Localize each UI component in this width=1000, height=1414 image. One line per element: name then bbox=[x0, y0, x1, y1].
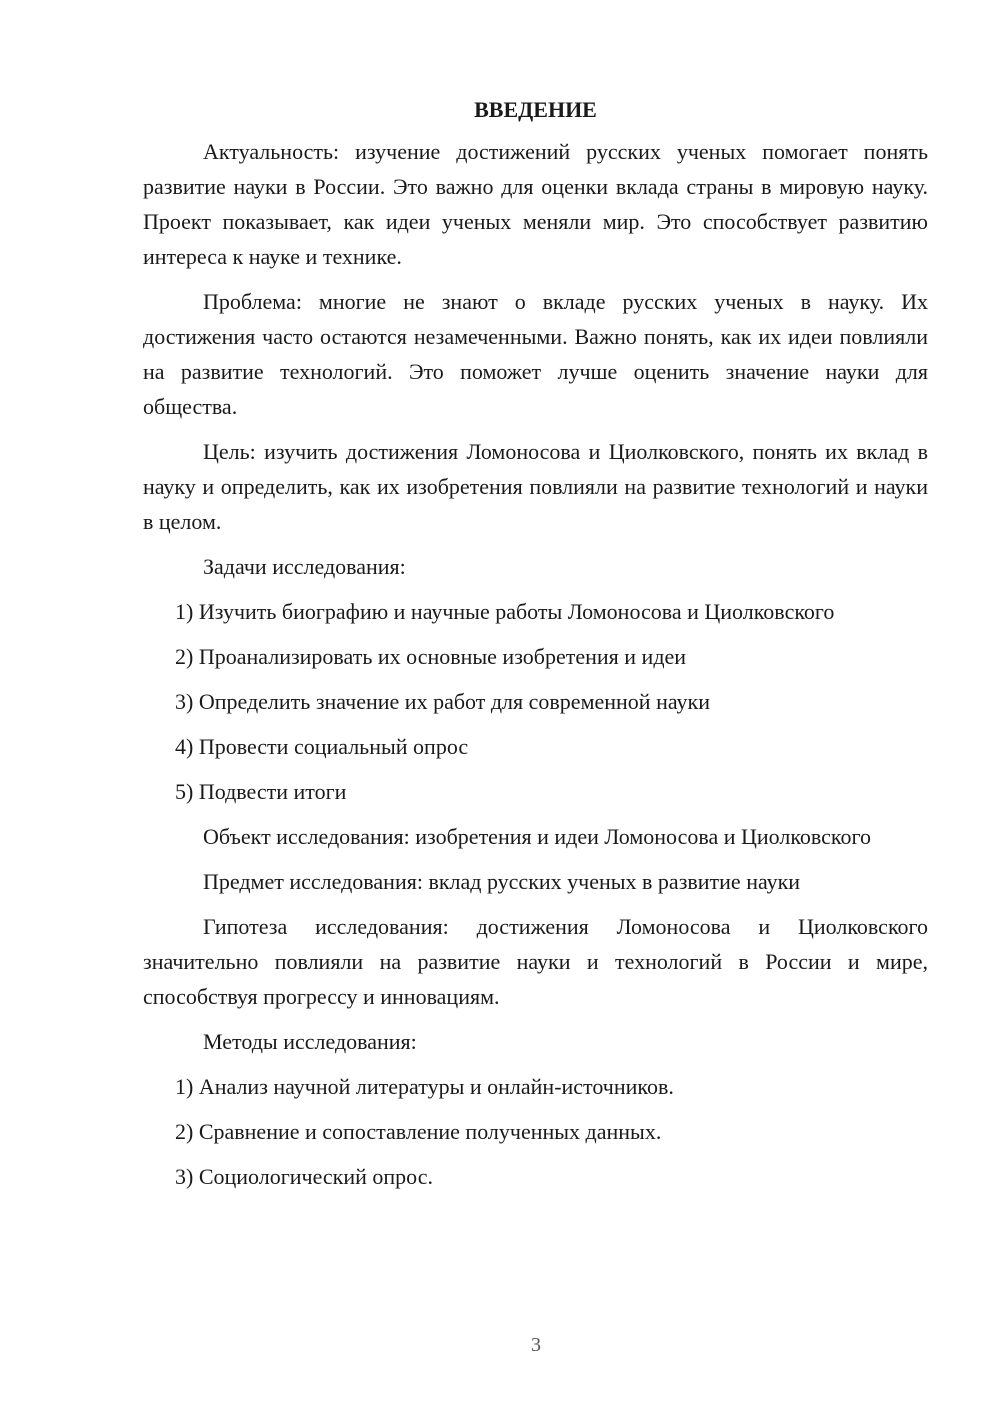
page-content bbox=[143, 92, 928, 1204]
relevance-paragraph: Актуальность: изучение достижений русских ученых помогает понять развитие науки в России. Это важно для оценки вклада страны в мировую науку. Проект показывает, как идеи ученых меняли мир. Это способствует развитию интереса к науке и технике. bbox=[143, 139, 928, 269]
task-item: 5) Подвести итоги bbox=[175, 779, 347, 804]
tasks-title: Задачи исследования: bbox=[203, 554, 406, 579]
goal-paragraph: Цель: изучить достижения Ломоносова и Циолковского, понять их вклад в науку и определить, как их изобретения повлияли на развитие технологий и науки в целом. bbox=[143, 439, 928, 534]
methods-title: Методы исследования: bbox=[203, 1029, 417, 1054]
task-item: 4) Провести социальный опрос bbox=[175, 734, 469, 759]
method-item: 1) Анализ научной литературы и онлайн-источников. bbox=[175, 1074, 674, 1099]
subject-paragraph: Предмет исследования: вклад русских ученых в развитие науки bbox=[203, 869, 801, 894]
problem-paragraph: Проблема: многие не знают о вкладе русских ученых в науку. Их достижения часто остаются незамеченными. Важно понять, как их идеи повлияли на развитие технологий. Это поможет лучше оценить значение науки для общества. bbox=[143, 289, 928, 419]
object-paragraph: Объект исследования: изобретения и идеи Ломоносова и Циолковского bbox=[203, 824, 871, 849]
method-item: 3) Социологический опрос. bbox=[175, 1164, 433, 1189]
task-item: 3) Определить значение их работ для современной науки bbox=[175, 689, 710, 714]
page-number: 3 bbox=[531, 1334, 541, 1356]
task-item: 1) Изучить биографию и научные работы Ломоносова и Циолковского bbox=[175, 599, 835, 624]
method-item: 2) Сравнение и сопоставление полученных данных. bbox=[175, 1119, 662, 1144]
task-item: 2) Проанализировать их основные изобретения и идеи bbox=[175, 644, 687, 669]
hypothesis-paragraph: Гипотеза исследования: достижения Ломоносова и Циолковского значительно повлияли на развитие науки и технологий в России и мире, способствуя прогрессу и инновациям. bbox=[143, 914, 928, 1009]
section-heading: ВВЕДЕНИЕ bbox=[474, 97, 597, 122]
